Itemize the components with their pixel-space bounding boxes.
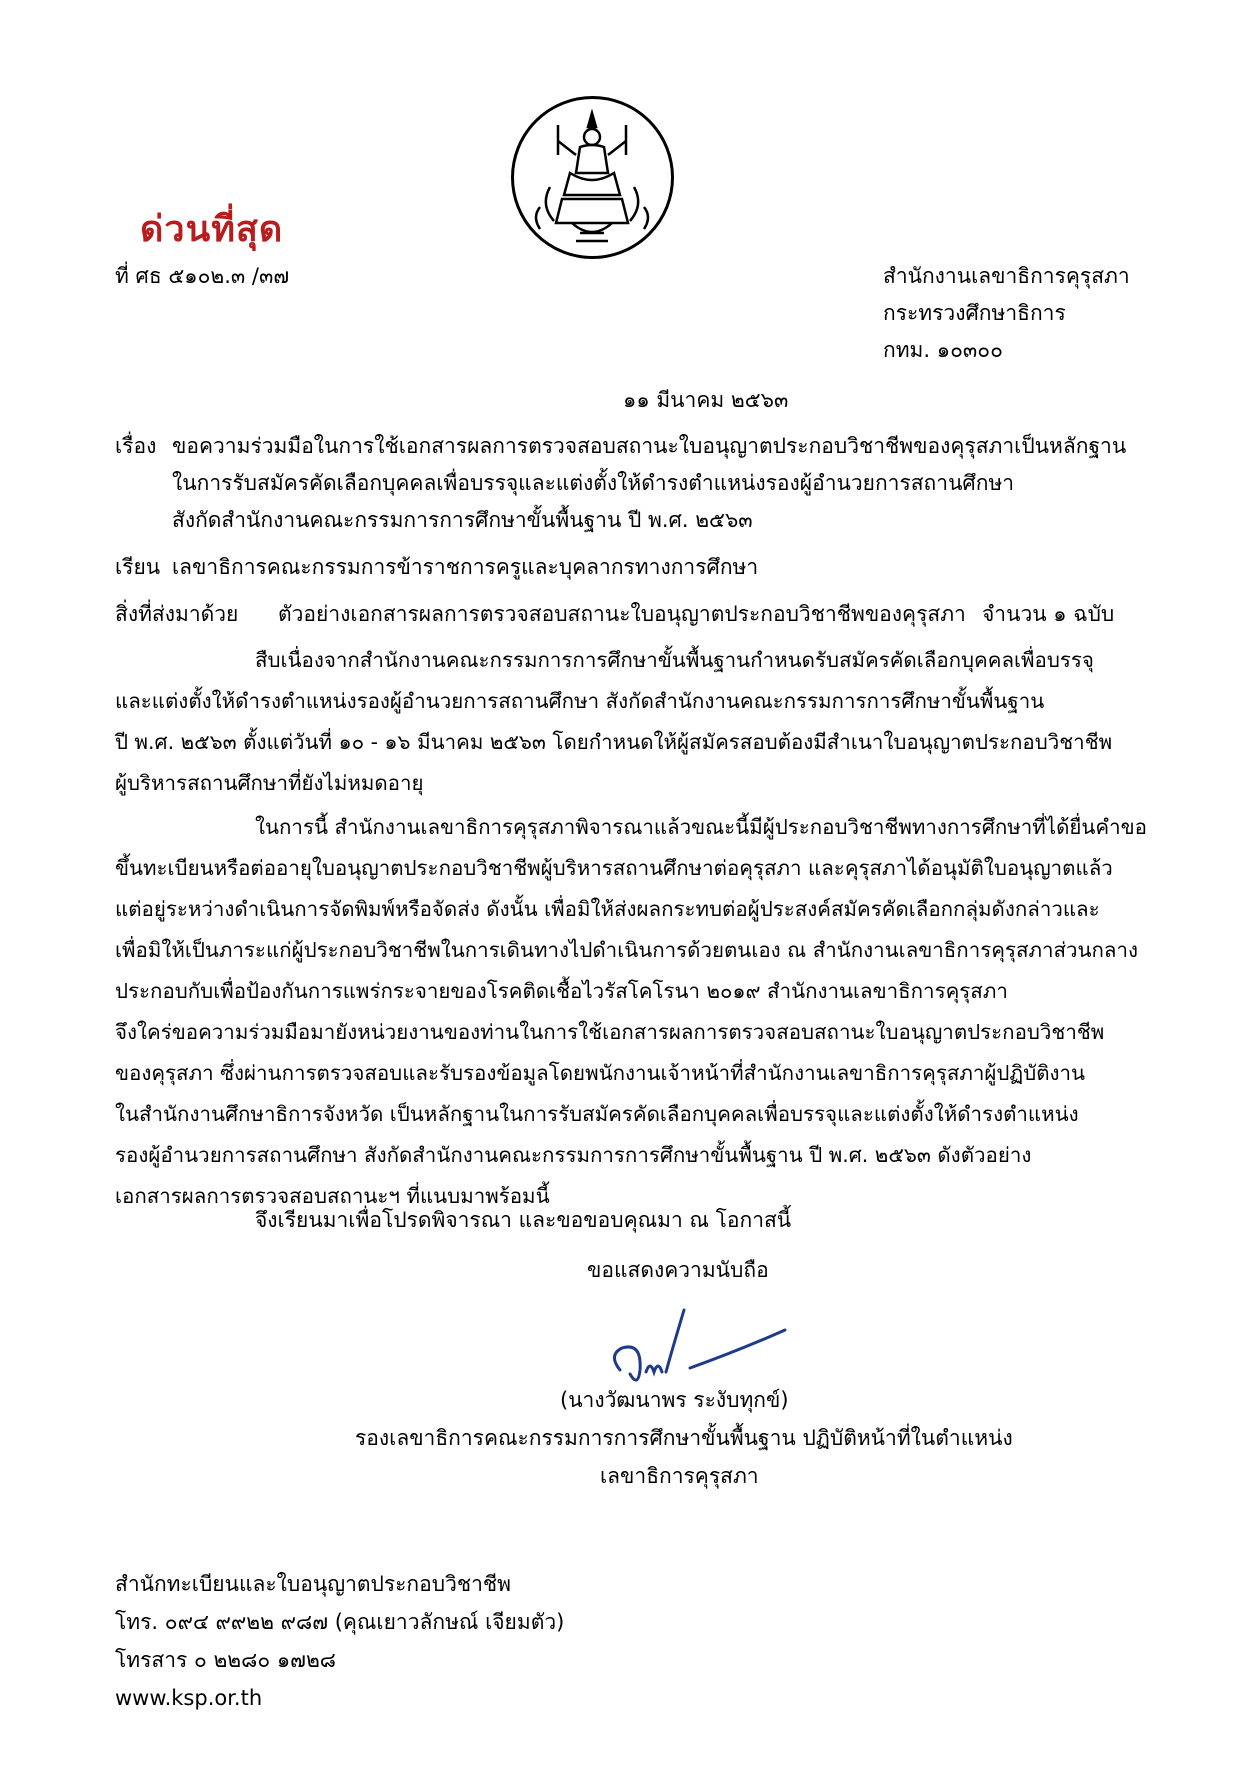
postal-code: กทม. ๑๐๓๐๐: [883, 338, 1003, 362]
paragraph-line: เพื่อมิให้เป็นภาระแก่ผู้ประกอบวิชาชีพในการเดินทางไปดำเนินการด้วยตนเอง ณ สำนักงานเลขาธิการคุรุสภาส่วนกลาง: [115, 938, 1139, 962]
paragraph-line: และแต่งตั้งให้ดำรงตำแหน่งรองผู้อำนวยการสถานศึกษา สังกัดสำนักงานคณะกรรมการการศึกษาขั้นพื้นฐาน: [115, 689, 1045, 713]
paragraph-line: ของคุรุสภา ซึ่งผ่านการตรวจสอบและรับรองข้อมูลโดยพนักงานเจ้าหน้าที่สำนักงานเลขาธิการคุรุสภาผู้ปฏิบัติงาน: [115, 1061, 1086, 1085]
regards: ขอแสดงความนับถือ: [587, 1258, 769, 1282]
paragraph-line: รองผู้อำนวยการสถานศึกษา สังกัดสำนักงานคณะกรรมการการศึกษาขั้นพื้นฐาน ปี พ.ศ. ๒๕๖๓ ดังตัวอย่าง: [115, 1143, 1032, 1167]
footer-office: สำนักทะเบียนและใบอนุญาตประกอบวิชาชีพ: [115, 1572, 512, 1596]
body-paragraph-2: [115, 807, 1147, 1217]
closing-sentence: จึงเรียนมาเพื่อโปรดพิจารณา และขอขอบคุณมา ณ โอกาสนี้: [255, 1208, 792, 1232]
footer-phone: โทร. ๐๙๔ ๙๙๒๒ ๙๘๗ (คุณเยาวลักษณ์ เจียมตัว): [115, 1610, 565, 1634]
subject-line-2: ในการรับสมัครคัดเลือกบุคคลเพื่อบรรจุและแต่งตั้งให้ดำรงตำแหน่งรองผู้อำนวยการสถานศึกษา: [172, 471, 1015, 495]
body-paragraph-1: [115, 640, 1125, 804]
footer-fax: โทรสาร ๐ ๒๒๘๐ ๑๗๒๘: [115, 1648, 337, 1672]
urgency-stamp: ด่วนที่สุด: [140, 208, 284, 250]
recipient-label: เรียน: [115, 555, 161, 579]
footer-website[interactable]: www.ksp.or.th: [115, 1686, 263, 1710]
paragraph-line: ผู้บริหารสถานศึกษาที่ยังไม่หมดอายุ: [115, 771, 424, 795]
subject-line-3: สังกัดสำนักงานคณะกรรมการการศึกษาขั้นพื้นฐาน ปี พ.ศ. ๒๕๖๓: [172, 508, 753, 532]
paragraph-line: ปี พ.ศ. ๒๕๖๓ ตั้งแต่วันที่ ๑๐ - ๑๖ มีนาคม ๒๕๖๓ โดยกำหนดให้ผู้สมัครสอบต้องมีสำเนาใบอนุญาตประกอบวิชาชีพ: [115, 730, 1113, 754]
paragraph-line: แต่อยู่ระหว่างดำเนินการจัดพิมพ์หรือจัดส่ง ดังนั้น เพื่อมิให้ส่งผลกระทบต่อผู้ประสงค์สมัครคัดเลือกกลุ่มดังกล่าวและ: [115, 897, 1100, 921]
subject-label: เรื่อง: [115, 434, 157, 458]
document-date: ๑๑ มีนาคม ๒๕๖๓: [623, 388, 789, 412]
signatory-title-1: รองเลขาธิการคณะกรรมการการศึกษาขั้นพื้นฐาน ปฏิบัติหน้าที่ในตำแหน่ง: [355, 1426, 1013, 1450]
ministry-name: กระทรวงศึกษาธิการ: [883, 301, 1066, 325]
paragraph-line: สืบเนื่องจากสำนักงานคณะกรรมการการศึกษาขั้นพื้นฐานกำหนดรับสมัครคัดเลือกบุคคลเพื่อบรรจุ: [255, 648, 1094, 672]
paragraph-line: ในสำนักงานศึกษาธิการจังหวัด เป็นหลักฐานในการรับสมัครคัดเลือกบุคคลเพื่อบรรจุและแต่งตั้งให้ดำรงตำแหน่ง: [115, 1102, 1079, 1126]
paragraph-line: จึงใคร่ขอความร่วมมือมายังหน่วยงานของท่านในการใช้เอกสารผลการตรวจสอบสถานะใบอนุญาตประกอบวิชาชีพ: [115, 1020, 1105, 1044]
paragraph-line: ประกอบกับเพื่อป้องกันการแพร่กระจายของโรคติดเชื้อไวรัสโคโรนา ๒๐๑๙ สำนักงานเลขาธิการคุรุสภา: [115, 979, 1008, 1003]
document-number: ที่ ศธ ๕๑๐๒.๓ /๓๗: [115, 264, 290, 288]
garuda-emblem-icon: [510, 95, 675, 260]
signatory-title-2: เลขาธิการคุรุสภา: [600, 1464, 759, 1488]
enclosure-count: จำนวน ๑ ฉบับ: [982, 602, 1115, 626]
recipient-text: เลขาธิการคณะกรรมการข้าราชการครูและบุคลากรทางการศึกษา: [172, 555, 759, 579]
paragraph-line: ขึ้นทะเบียนหรือต่ออายุใบอนุญาตประกอบวิชาชีพผู้บริหารสถานศึกษาต่อคุรุสภา และคุรุสภาได้อนุมัติใบอนุญาตแล้ว: [115, 856, 1113, 880]
enclosure-text: ตัวอย่างเอกสารผลการตรวจสอบสถานะใบอนุญาตประกอบวิชาชีพของคุรุสภา: [278, 602, 966, 626]
paragraph-line: เอกสารผลการตรวจสอบสถานะฯ ที่แนบมาพร้อมนี้: [115, 1184, 550, 1208]
enclosure-label: สิ่งที่ส่งมาด้วย: [115, 602, 239, 626]
paragraph-line: ในการนี้ สำนักงานเลขาธิการคุรุสภาพิจารณาแล้วขณะนี้มีผู้ประกอบวิชาชีพทางการศึกษาที่ได้ยื่นคำขอ: [255, 815, 1147, 839]
org-name: สำนักงานเลขาธิการคุรุสภา: [883, 264, 1130, 288]
subject-line-1: ขอความร่วมมือในการใช้เอกสารผลการตรวจสอบสถานะใบอนุญาตประกอบวิชาชีพของคุรุสภาเป็นหลักฐาน: [172, 434, 1127, 458]
signatory-name: (นางวัฒนาพร ระงับทุกข์): [560, 1388, 789, 1412]
